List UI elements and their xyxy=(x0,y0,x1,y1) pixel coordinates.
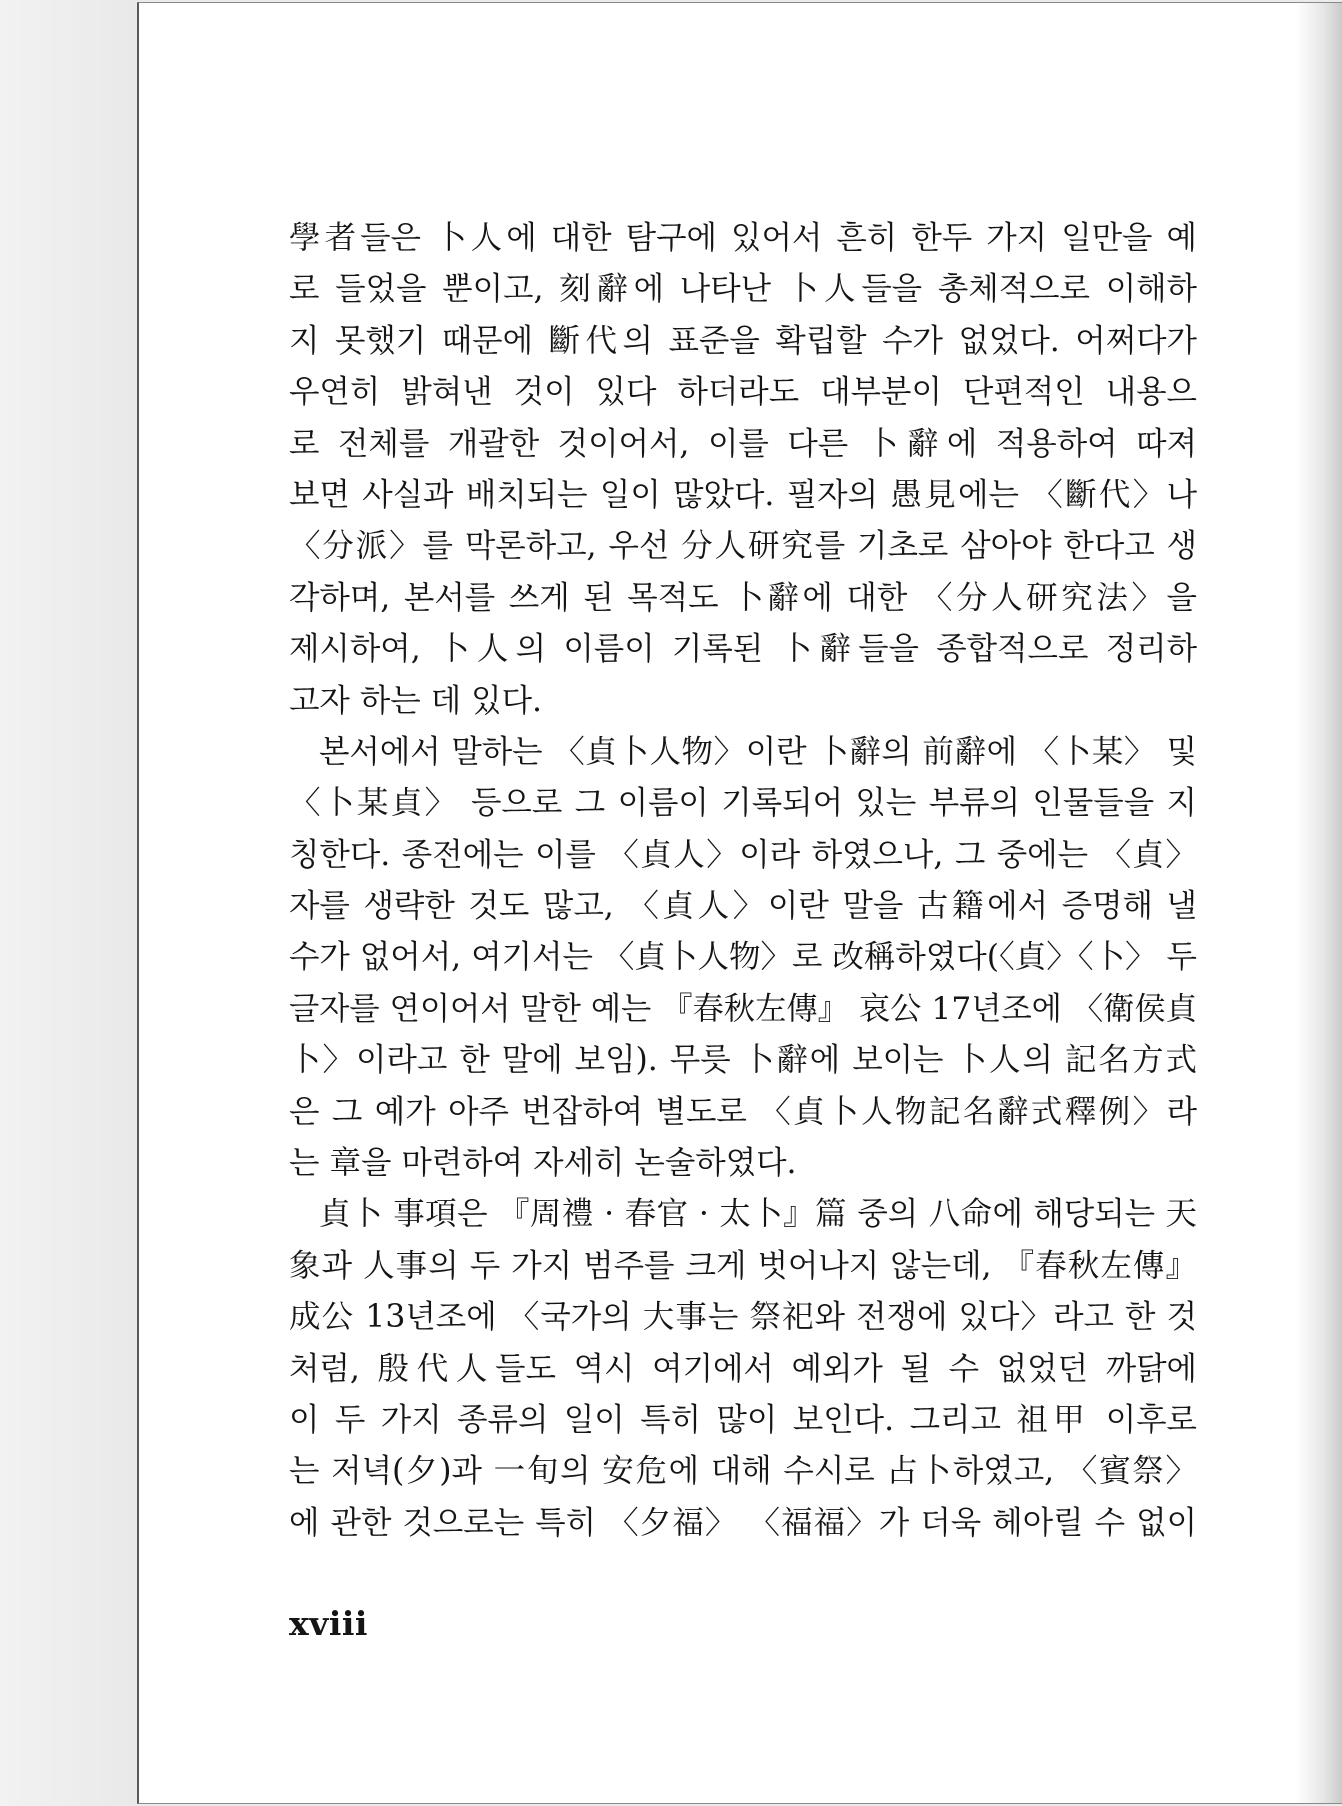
text-line: 우연히 밝혀낸 것이 있다 하더라도 대부분이 단편적인 내용으 xyxy=(289,374,1197,411)
book-page[interactable] xyxy=(137,2,1342,1804)
text-line: 〈卜某貞〉 등으로 그 이름이 기록되어 있는 부류의 인물들을 지 xyxy=(289,785,1197,822)
text-line: 수가 없어서, 여기서는 〈貞卜人物〉로 改稱하였다(〈貞〉〈卜〉 두 xyxy=(289,939,1197,976)
text-line: 〈分派〉를 막론하고, 우선 分人研究를 기초로 삼아야 한다고 생 xyxy=(289,528,1197,565)
text-line: 에 관한 것으로는 특히 〈夕福〉 〈福福〉가 더욱 헤아릴 수 없이 xyxy=(289,1504,1197,1541)
text-line: 貞卜 事項은 『周禮 · 春官 · 太卜』篇 중의 八命에 해당되는 天 xyxy=(319,1196,1197,1233)
text-line: 이 두 가지 종류의 일이 특히 많이 보인다. 그리고 祖甲 이후로 xyxy=(289,1401,1197,1438)
text-line: 글자를 연이어서 말한 예는 『春秋左傳』 哀公 17년조에 〈衛侯貞 xyxy=(289,990,1197,1027)
paragraph xyxy=(289,1189,1197,1549)
text-line: 각하며, 본서를 쓰게 된 목적도 卜辭에 대한 〈分人研究法〉을 xyxy=(289,579,1197,616)
viewer-background xyxy=(0,0,136,1806)
text-line: 學者들은 卜人에 대한 탐구에 있어서 흔히 한두 가지 일만을 예 xyxy=(289,220,1197,256)
text-line: 는 章을 마련하여 자세히 논술하였다. xyxy=(289,1145,797,1182)
text-line: 은 그 예가 아주 번잡하여 별도로 〈貞卜人物記名辭式釋例〉라 xyxy=(289,1093,1197,1130)
page-edge-shadow xyxy=(1296,3,1342,1803)
text-line: 본서에서 말하는 〈貞卜人物〉이란 卜辭의 前辭에 〈卜某〉 및 xyxy=(319,733,1197,770)
text-line: 처럼, 殷代人들도 역시 여기에서 예외가 될 수 없었던 까닭에 xyxy=(289,1350,1197,1387)
paragraph xyxy=(289,213,1197,727)
text-line: 象과 人事의 두 가지 범주를 크게 벗어나지 않는데, 『春秋左傳』 xyxy=(289,1247,1197,1284)
text-line: 卜〉이라고 한 말에 보임). 무릇 卜辭에 보이는 卜人의 記名方式 xyxy=(289,1042,1197,1079)
text-line: 로 들었을 뿐이고, 刻辭에 나타난 卜人들을 총체적으로 이해하 xyxy=(289,271,1197,308)
text-line: 로 전체를 개괄한 것이어서, 이를 다른 卜辭에 적용하여 따져 xyxy=(289,425,1197,462)
text-line: 고자 하는 데 있다. xyxy=(289,682,543,719)
paragraph xyxy=(289,727,1197,1190)
text-line: 는 저녁(夕)과 一旬의 安危에 대해 수시로 占卜하였고, 〈賓祭〉 xyxy=(289,1453,1197,1490)
text-line: 칭한다. 종전에는 이를 〈貞人〉이라 하였으나, 그 중에는 〈貞〉 xyxy=(289,836,1197,873)
text-line: 보면 사실과 배치되는 일이 많았다. 필자의 愚見에는 〈斷代〉나 xyxy=(289,476,1197,513)
text-line: 제시하여, 卜人의 이름이 기록된 卜辭들을 종합적으로 정리하 xyxy=(289,631,1197,668)
text-line: 成公 13년조에 〈국가의 大事는 祭祀와 전쟁에 있다〉라고 한 것 xyxy=(289,1299,1197,1336)
page-number: xviii xyxy=(289,1604,368,1643)
text-line: 자를 생략한 것도 많고, 〈貞人〉이란 말을 古籍에서 증명해 낼 xyxy=(289,888,1197,925)
body-text xyxy=(289,213,1197,1549)
text-line: 지 못했기 때문에 斷代의 표준을 확립할 수가 없었다. 어쩌다가 xyxy=(289,322,1197,359)
